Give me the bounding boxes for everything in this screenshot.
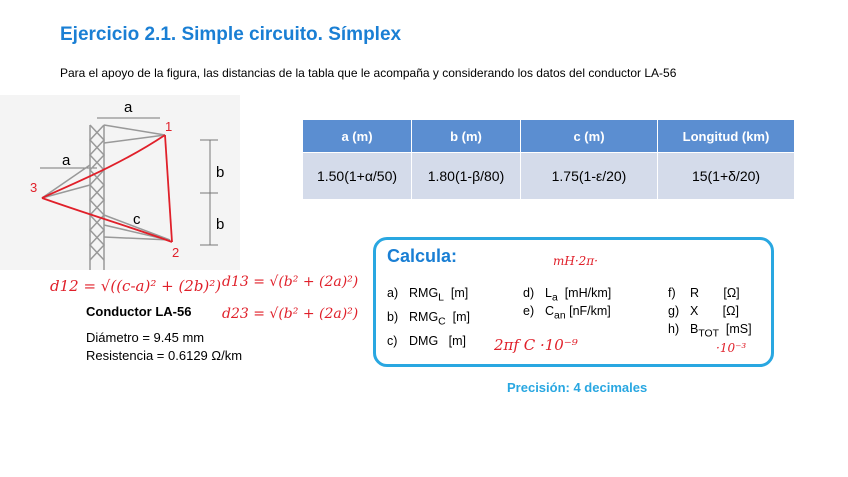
header-b: b (m) [412,120,521,153]
header-c: c (m) [521,120,658,153]
node-1: 1 [165,119,173,134]
cell-b: 1.80(1-β/80) [412,153,521,200]
handwriting-exp: ·10⁻³ [716,341,747,355]
label-a-left: a [62,152,71,169]
list-item: d) $L_a$ [mH/km] [523,286,612,304]
list-item: f) R [Ω] [668,286,740,300]
handwriting-mh: mH·2π· [553,254,598,268]
precision-note: Precisión: 4 decimales [507,380,648,395]
list-item: e) $C_{an}$ [nF/km] [523,304,611,322]
tower-figure [0,95,350,305]
conductor-title: Conductor LA-56 [86,304,192,319]
cell-length: 15(1+δ/20) [658,153,795,200]
header-length: Longitud (km) [658,120,795,153]
handwriting-d13: d13 = √(b² + (2a)²) [222,274,359,290]
list-item: c) DMG [m] [387,334,466,348]
list-item: b) $RMG_C$ [m] [387,310,470,328]
label-c: c [133,211,141,228]
cell-c: 1.75(1-ε/20) [521,153,658,200]
table-row [303,153,795,200]
cell-a: 1.50(1+α/50) [303,153,412,200]
list-item: h) $B_{TOT}$ [mS] [668,322,752,340]
handwriting-c: 2πf C ·10⁻⁹ [494,336,578,354]
list-item: g) X [Ω] [668,304,739,318]
handwriting-d23: d23 = √(b² + (2a)²) [222,306,359,322]
label-a-top: a [124,99,133,116]
conductor-diameter: Diámetro = 9.45 mm [86,330,205,345]
node-2: 2 [172,245,180,260]
node-3: 3 [30,180,38,195]
page-title: Ejercicio 2.1. Simple circuito. Símplex [60,24,402,45]
intro-text: Para el apoyo de la figura, las distancias de la tabla que le acompaña y considerando los datos del conductor LA-56 [60,66,677,80]
list-item: a) $RMG_L$ [m] [387,286,469,304]
handwriting-d12: d12 = √((c-a)² + (2b)²) [50,277,222,295]
label-b-lower: b [216,216,225,233]
conductor-resistance: Resistencia = 0.6129 Ω/km [86,348,243,363]
label-b-upper: b [216,164,225,181]
calcula-title: Calcula: [387,246,458,266]
parameters-table [302,119,795,200]
header-a: a (m) [303,120,412,153]
